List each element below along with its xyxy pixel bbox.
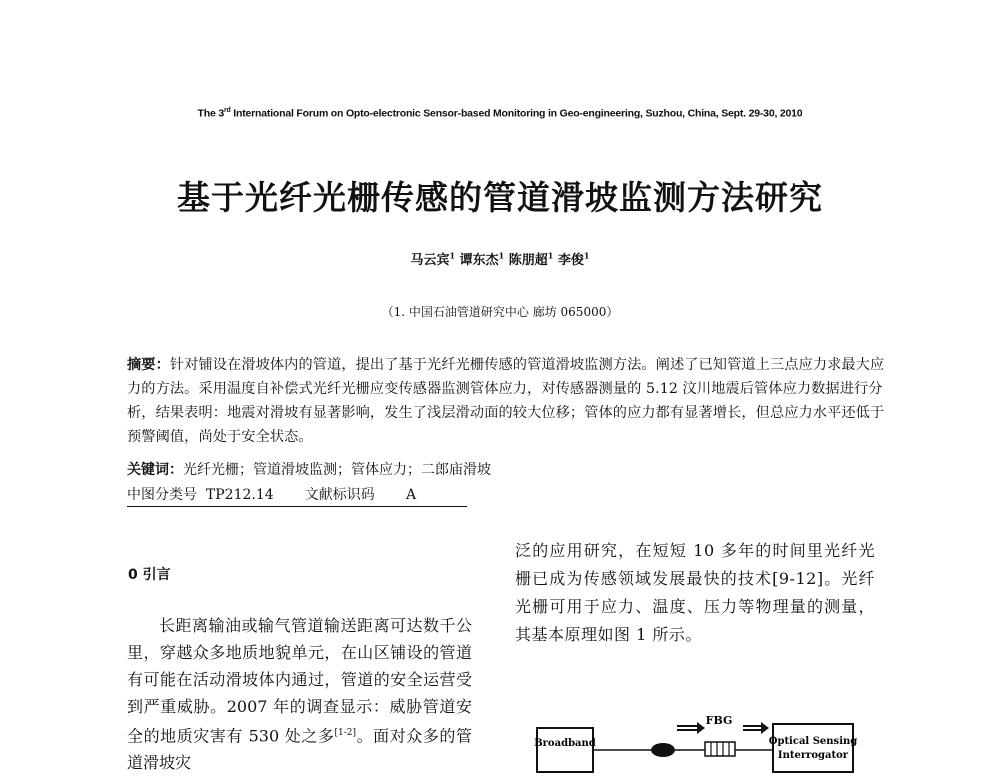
author-affil-mark: 1 (498, 250, 505, 261)
interrogator-label-1: Optical Sensing (768, 736, 858, 747)
class-label: 中图分类号 (127, 487, 197, 503)
doc-code-label: 文献标识码 (304, 487, 375, 503)
left-column (127, 612, 472, 776)
intro-text: 长距离输油或输气管道输送距离可达数千公里，穿越众多地质地貌单元，在山区铺设的管道有可能在活动滑坡体内通过，管道的安全运营受到严重威胁。2007 年的调查显示：威胁管道安全的地质灾害有 530 处之多 (127, 616, 472, 746)
interrogator-box (773, 724, 853, 772)
coupler (651, 743, 675, 757)
right-paragraph: 泛的应用研究，在短短 10 多年的时间里光纤光栅已成为传感领域发展最快的技术[9-12]。光纤光栅可用于应力、温度、压力等物理量的测量，其基本原理如图 1 所示。 (515, 541, 875, 644)
abstract-text: 针对铺设在滑坡体内的管道，提出了基于光纤光栅传感的管道滑坡监测方法。阐述了已知管道上三点应力求最大应力的方法。采用温度自补偿式光纤光栅应变传感器监测管体应力，对传感器测量的 5.12 汶川地震后管体应力数据进行分析，结果表明：地震对滑坡有显著影响，发生了浅层滑动面的较大位移；管体的应力都有显著增长，但总应力水平还低于预警阈值，尚处于安全状态。 (127, 357, 885, 445)
author: 陈朋超 (508, 253, 548, 268)
fbg-diagram (535, 712, 875, 772)
broadband-box (537, 728, 593, 772)
author-affil-mark: 1 (547, 250, 554, 261)
author: 李俊 (557, 253, 584, 268)
intro-text-cont: 。面对众多的管道滑坡灾 (127, 726, 472, 773)
conference-header (0, 107, 1000, 120)
section-heading: 0 引言 (128, 567, 171, 583)
intro-paragraph (127, 612, 472, 776)
conference-ordinal: rd (223, 107, 231, 114)
fbg-label: FBG (705, 714, 733, 727)
paper-title: 基于光纤光栅传感的管道滑坡监测方法研究 (177, 178, 823, 217)
author: 谭东杰 (459, 253, 499, 268)
author-list (0, 249, 1000, 268)
author-affil-mark: 1 (583, 250, 590, 261)
arrow-head-icon (697, 722, 705, 734)
conference-rest: International Forum on Opto-electronic Sensor-based Monitoring in Geo-engineering, Suzhou, China, Sept. 29-30, 2010 (230, 107, 803, 120)
citation: [1-2] (334, 728, 357, 738)
keywords-text: 光纤光栅；管道滑坡监测；管体应力；二郎庙滑坡 (183, 462, 491, 478)
interrogator-label-2: Interrogator (777, 750, 849, 761)
abstract (127, 353, 887, 449)
keywords (127, 459, 887, 479)
affiliation: （1. 中国石油管道研究中心 廊坊 065000） (381, 305, 619, 319)
keywords-label: 关键词： (127, 462, 183, 478)
broadband-label: Broadband (534, 738, 596, 749)
abstract-label: 摘要： (127, 357, 170, 373)
author-affil-mark: 1 (449, 250, 456, 261)
figure-1-diagram (535, 712, 875, 772)
arrow-head-icon (761, 722, 769, 734)
fbg-grating (705, 742, 735, 756)
author: 马云宾 (410, 253, 450, 268)
right-column (515, 537, 875, 649)
doc-code-value: A (405, 487, 417, 503)
classification-line (127, 484, 467, 507)
conference-prefix: The 3 (197, 107, 224, 120)
class-value: TP212.14 (205, 487, 274, 503)
